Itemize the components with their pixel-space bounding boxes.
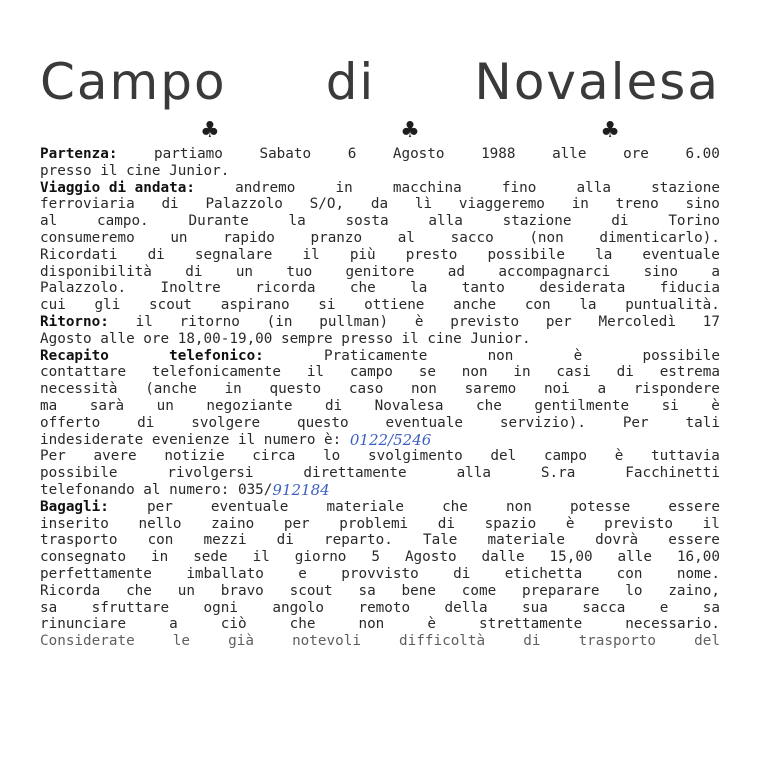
word: non	[487, 347, 514, 364]
section-label: Partenza:	[40, 146, 118, 162]
word: perfettamente	[40, 565, 152, 582]
word: materiale	[326, 498, 404, 515]
paragraph-ritorno-line	[40, 314, 720, 331]
word: sino	[685, 196, 720, 213]
paragraph-viaggio-line	[40, 230, 720, 247]
word: come	[461, 582, 497, 599]
word: che	[349, 280, 376, 297]
word: Palazzolo	[205, 196, 283, 213]
word: la	[288, 213, 306, 230]
word: servizio).	[499, 414, 586, 431]
word: dovrà	[595, 532, 639, 549]
document-body	[40, 146, 720, 650]
word: alle	[552, 146, 587, 162]
word: Agosto	[404, 549, 457, 566]
word: aspirano	[220, 297, 290, 314]
word: la	[595, 246, 613, 263]
word: strettamente	[478, 616, 583, 633]
paragraph-bagagli-line	[40, 633, 720, 650]
word: Considerate	[40, 633, 135, 650]
word: in	[151, 549, 169, 566]
word: telefonicamente	[151, 364, 282, 381]
word: ogni	[203, 599, 238, 616]
word: andremo	[235, 179, 296, 196]
word: per	[283, 515, 310, 532]
word: con	[147, 532, 174, 549]
word: si	[661, 397, 679, 414]
word: nome.	[676, 565, 720, 582]
word: trasporto	[40, 532, 118, 549]
text-line: telefonando al numero: 035/	[40, 481, 273, 498]
word: zaino	[211, 515, 255, 532]
text-line: presso il cine Junior.	[40, 162, 230, 179]
word: sacca	[582, 599, 626, 616]
word: direttamente	[303, 465, 407, 482]
word: lo	[323, 448, 341, 465]
word: fino	[501, 179, 537, 196]
word: un	[235, 263, 254, 280]
word: anche	[453, 297, 497, 314]
word: 1988	[481, 146, 516, 162]
word: sa	[40, 599, 58, 616]
word: Sabato	[259, 146, 312, 162]
paragraph-bagagli-line	[40, 616, 720, 633]
section-label: Viaggio di andata:	[40, 179, 195, 196]
word: del	[490, 448, 517, 465]
word: campo	[543, 448, 587, 465]
clover-icon: ♣	[400, 118, 420, 143]
word: si	[318, 297, 336, 314]
word: macchina	[392, 179, 462, 196]
paragraph-recapito-line	[40, 482, 720, 499]
word: della	[444, 599, 488, 616]
word: S/O,	[309, 196, 345, 213]
word: questo	[296, 414, 349, 431]
paragraph-recapito-line	[40, 398, 720, 415]
word: Mercoledì	[598, 313, 676, 330]
paragraph-bagagli-line	[40, 566, 720, 583]
word: di	[161, 196, 179, 213]
word: previsto	[450, 313, 520, 330]
word: dimenticarlo).	[599, 229, 720, 246]
word: gentilmente	[534, 397, 630, 414]
word: ricorda	[255, 280, 316, 297]
word: campo.	[97, 213, 149, 230]
word: notevoli	[292, 633, 361, 650]
title-word-di: di	[325, 53, 376, 111]
word: il	[135, 313, 153, 330]
paragraph-bagagli-line	[40, 499, 720, 516]
word: presto	[405, 246, 458, 263]
word: per	[146, 498, 173, 515]
word: remoto	[358, 599, 411, 616]
word: scout	[149, 297, 193, 314]
word: Durante	[188, 213, 249, 230]
word: eventuale	[642, 246, 720, 263]
word: lo	[625, 582, 643, 599]
paragraph-partenza-line	[40, 163, 720, 180]
word: treno	[615, 196, 659, 213]
paragraph-bagagli-line	[40, 516, 720, 533]
word: Per	[622, 414, 649, 431]
word: sosta	[345, 213, 389, 230]
clover-icon: ♣	[200, 118, 220, 143]
word: la	[579, 297, 597, 314]
word: al	[397, 229, 415, 246]
word: alla	[456, 465, 491, 482]
word: viaggeremo	[458, 196, 545, 213]
word: di	[185, 263, 203, 280]
paragraph-recapito-line	[40, 465, 720, 482]
word: provvisto	[341, 565, 419, 582]
word: lì	[414, 196, 433, 213]
paragraph-ritorno-line	[40, 331, 720, 348]
word: sfruttare	[91, 599, 170, 616]
title-word-campo: Campo	[40, 53, 227, 111]
word: la	[410, 280, 428, 297]
word: ottiene	[364, 297, 425, 314]
text-line: indesiderate evenienze il numero è:	[40, 431, 342, 448]
clover-icon: ♣	[600, 118, 620, 143]
word: 16,00	[676, 549, 720, 566]
word: possibile	[487, 246, 565, 263]
paragraph-bagagli-line	[40, 549, 720, 566]
word: genitore	[345, 263, 415, 280]
word: il	[252, 549, 270, 566]
word: le	[172, 633, 191, 650]
word: difficoltà	[399, 633, 486, 650]
word: zaino,	[668, 582, 720, 599]
word: dalle	[481, 549, 525, 566]
word: rivolgersi	[167, 465, 254, 482]
word: Ricordati	[40, 246, 118, 263]
word: rispondere	[633, 381, 720, 398]
word: di	[523, 633, 541, 650]
word: necessità	[40, 381, 118, 398]
word: pranzo	[310, 229, 363, 246]
word: casi	[556, 364, 591, 381]
word: tanto	[461, 280, 505, 297]
word: un	[177, 582, 195, 599]
word: saremo	[464, 381, 517, 398]
paragraph-viaggio-line	[40, 297, 720, 314]
paragraph-bagagli-line	[40, 600, 720, 617]
word: tali	[685, 414, 720, 431]
paragraph-recapito-line	[40, 381, 720, 398]
word: possibile	[642, 347, 720, 364]
word: a	[597, 381, 607, 398]
word: ferroviaria	[40, 196, 135, 213]
word: pullman)	[319, 313, 389, 330]
word: materiale	[487, 532, 565, 549]
word: S.ra	[540, 465, 576, 482]
word: caso	[348, 381, 384, 398]
word: Palazzolo.	[40, 280, 127, 297]
word: bravo	[220, 582, 264, 599]
paragraph-viaggio-line	[40, 247, 720, 264]
word: consegnato	[40, 549, 127, 566]
word: etichetta	[504, 565, 583, 582]
word: 5	[371, 549, 380, 566]
word: del	[694, 633, 720, 650]
word: di	[453, 565, 471, 582]
paragraph-recapito-line	[40, 348, 720, 365]
word: non	[506, 498, 532, 515]
word: di	[437, 515, 456, 532]
word: negoziante	[206, 397, 293, 414]
word: svolgimento	[368, 448, 463, 465]
word: partiamo	[154, 146, 223, 162]
section-label: telefonico:	[169, 347, 264, 364]
word: contattare	[40, 364, 127, 381]
word: in	[571, 196, 589, 213]
word: disponibilità	[40, 263, 152, 280]
word: 6	[347, 146, 357, 162]
word: eventuale	[210, 498, 289, 515]
word: se	[418, 364, 436, 381]
word: che	[476, 397, 502, 414]
word: campo	[349, 364, 393, 381]
word: con	[524, 297, 551, 314]
word: di	[276, 532, 294, 549]
word: inserito	[40, 515, 109, 532]
word: un	[156, 397, 174, 414]
word: sacco	[450, 229, 494, 246]
word: stazione	[651, 179, 720, 196]
paragraph-viaggio-line	[40, 280, 720, 297]
clover-ornaments	[200, 118, 620, 143]
word: potesse	[569, 498, 631, 515]
word: spazio	[484, 515, 537, 532]
word: Novalesa	[374, 397, 444, 414]
paragraph-recapito-line	[40, 364, 720, 381]
paragraph-recapito-line	[40, 415, 720, 432]
word: che	[442, 498, 468, 515]
word: un	[170, 229, 188, 246]
word: ritorno	[179, 313, 240, 330]
word: essere	[668, 532, 720, 549]
word: che	[289, 616, 316, 633]
title-word-novalesa: Novalesa	[474, 53, 720, 111]
word: Per	[40, 448, 66, 465]
paragraph-bagagli-line	[40, 532, 720, 549]
word: e	[298, 565, 307, 582]
word: necessario.	[625, 616, 720, 633]
word: ciò	[220, 616, 247, 633]
paragraph-viaggio-line	[40, 196, 720, 213]
word: (non	[529, 229, 564, 246]
word: non	[461, 364, 488, 381]
paragraph-bagagli-line	[40, 583, 720, 600]
word: tuttavia	[651, 448, 720, 465]
word: a	[711, 263, 720, 280]
word: preparare	[522, 582, 600, 599]
word: Ricorda	[40, 582, 101, 599]
word: Torino	[668, 213, 720, 230]
word: a	[169, 616, 178, 633]
text-line: Agosto alle ore 18,00-19,00 sempre presso il cine Junior.	[40, 330, 531, 347]
word: è	[565, 515, 575, 532]
word: per	[545, 313, 572, 330]
word: rinunciare	[40, 616, 127, 633]
word: reparto.	[324, 532, 393, 549]
word: già	[228, 633, 254, 650]
word: puntualità.	[625, 297, 720, 314]
word: e	[659, 599, 669, 616]
word: fiducia	[659, 280, 720, 297]
word: trasporto	[578, 633, 657, 650]
word: in	[224, 381, 242, 398]
word: il	[302, 246, 320, 263]
word: sarà	[89, 397, 125, 414]
paragraph-viaggio-line	[40, 264, 720, 281]
word: sua	[522, 599, 548, 616]
word: in	[335, 179, 353, 196]
word: gli	[94, 297, 121, 314]
word: mezzi	[203, 532, 247, 549]
word: con	[616, 565, 643, 582]
word: ad	[447, 263, 465, 280]
word: non	[358, 616, 385, 633]
word: da	[370, 196, 389, 213]
word: sa	[358, 582, 376, 599]
word: giorno	[294, 549, 347, 566]
word: di	[147, 246, 165, 263]
word: segnalare	[194, 246, 273, 263]
word: alla	[428, 213, 463, 230]
word: previsto	[604, 515, 674, 532]
paragraph-viaggio-line	[40, 213, 720, 230]
word: tuo	[286, 263, 313, 280]
paragraph-partenza-line	[40, 146, 720, 163]
word: sino	[643, 263, 679, 280]
word: nello	[138, 515, 182, 532]
word: noi	[543, 381, 570, 398]
word: è	[427, 616, 436, 633]
word: di	[611, 213, 629, 230]
word: svolgere	[191, 414, 261, 431]
word: è	[573, 347, 583, 364]
word: (anche	[145, 381, 197, 398]
word: di	[137, 414, 155, 431]
handwritten-phone-novalesa: 0122/5246	[349, 431, 432, 449]
word: 6.00	[685, 146, 720, 162]
word: possibile	[40, 465, 118, 482]
word: avere	[93, 448, 137, 465]
word: circa	[252, 448, 296, 465]
section-label: Ritorno:	[40, 313, 109, 330]
word: Agosto	[392, 146, 445, 162]
word: eventuale	[385, 414, 463, 431]
word: ore	[623, 146, 649, 162]
word: di	[616, 364, 634, 381]
paragraph-recapito-line	[40, 432, 720, 449]
section-label: Bagagli:	[40, 498, 109, 515]
word: angolo	[272, 599, 325, 616]
word: il	[702, 515, 720, 532]
word: al	[40, 213, 58, 230]
word: Tale	[422, 532, 458, 549]
word: di	[324, 397, 343, 414]
word: non	[411, 381, 437, 398]
word: alla	[576, 179, 611, 196]
word: è	[711, 397, 720, 414]
word: Inoltre	[160, 280, 221, 297]
word: 17	[702, 313, 720, 330]
word: offerto	[40, 414, 101, 431]
word: il	[306, 364, 325, 381]
word: scout	[289, 582, 333, 599]
word: è	[414, 313, 424, 330]
word: 15,00	[549, 549, 593, 566]
paragraph-viaggio-line	[40, 180, 720, 197]
word: problemi	[339, 515, 409, 532]
word: Praticamente	[324, 347, 428, 364]
paragraph-recapito-line	[40, 448, 720, 465]
word: stazione	[502, 213, 572, 230]
word: accompagnarci	[498, 263, 611, 280]
word: ma	[40, 397, 58, 414]
section-label: Recapito	[40, 347, 109, 364]
word: che	[126, 582, 152, 599]
word: cui	[40, 297, 66, 314]
word: desiderata	[539, 280, 626, 297]
word: rapido	[223, 229, 275, 246]
word: più	[349, 246, 376, 263]
word: in	[513, 364, 531, 381]
word: bene	[401, 582, 436, 599]
word: consumeremo	[40, 229, 135, 246]
handwritten-phone-facchinetti: 912184	[272, 481, 330, 499]
word: sa	[702, 599, 720, 616]
word: sede	[193, 549, 228, 566]
word: notizie	[164, 448, 225, 465]
word: è	[614, 448, 624, 465]
word: essere	[668, 498, 720, 515]
word: (in	[266, 313, 293, 330]
word: alle	[617, 549, 652, 566]
word: Facchinetti	[625, 465, 720, 482]
word: imballato	[186, 565, 264, 582]
word: questo	[269, 381, 322, 398]
document-title	[40, 52, 720, 112]
word: estrema	[659, 364, 720, 381]
